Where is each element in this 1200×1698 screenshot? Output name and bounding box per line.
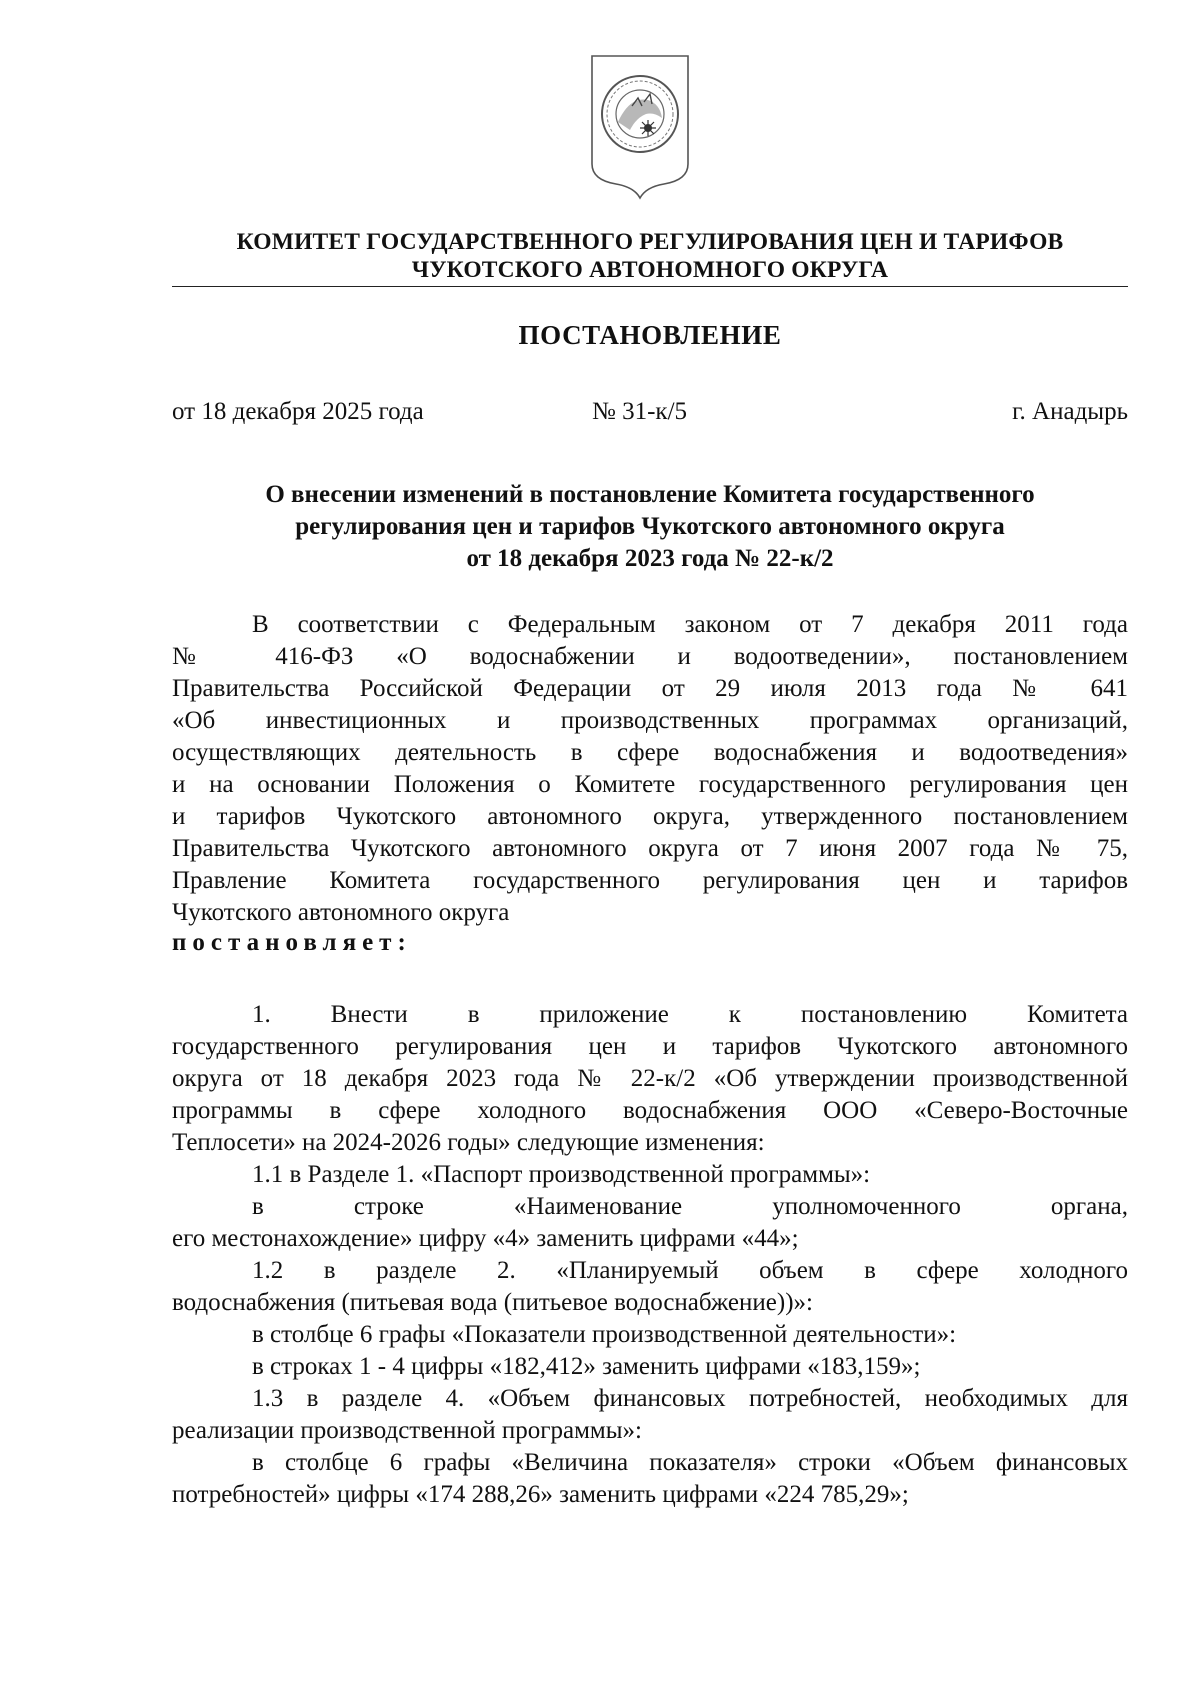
chukotka-coat-of-arms-icon — [588, 52, 692, 200]
committee-name-line-1: КОМИТЕТ ГОСУДАРСТВЕННОГО РЕГУЛИРОВАНИЯ ЦЕН И ТАРИФОВ — [236, 229, 1064, 255]
preamble-line: «Об инвестиционных и производственных программах организаций, — [172, 707, 1128, 734]
preamble-line: осуществляющих деятельность в сфере водоснабжения и водоотведения» — [172, 739, 1128, 766]
preamble-line: Правительства Чукотского автономного округа от 7 июня 2007 года № 75, — [172, 835, 1128, 862]
body-line: в столбце 6 графы «Показатели производственной деятельности»: — [252, 1321, 957, 1348]
document-number: № 31-к/5 — [592, 398, 688, 425]
preamble-line: Правление Комитета государственного регулирования цен и тарифов — [172, 867, 1128, 894]
body-line: Теплосети» на 2024-2026 годы» следующие изменения: — [172, 1129, 765, 1156]
body-line: в строке «Наименование уполномоченного органа, — [252, 1193, 1128, 1220]
resolves-word: постановляет: — [172, 929, 412, 956]
preamble-line: В соответствии с Федеральным законом от 7 декабря 2011 года — [252, 611, 1128, 638]
document-city: г. Анадырь — [1012, 398, 1128, 425]
body-line: его местонахождение» цифру «4» заменить цифрами «44»; — [172, 1225, 799, 1252]
preamble-line: Чукотского автономного округа — [172, 899, 510, 926]
subject-line: О внесении изменений в постановление Комитета государственного — [265, 481, 1035, 508]
body-line: 1.3 в разделе 4. «Объем финансовых потребностей, необходимых для — [252, 1385, 1128, 1412]
body-line: государственного регулирования цен и тарифов Чукотского автономного — [172, 1033, 1128, 1060]
body-line: в строках 1 - 4 цифры «182,412» заменить цифрами «183,159»; — [252, 1353, 921, 1380]
body-line: потребностей» цифры «174 288,26» заменить цифрами «224 785,29»; — [172, 1481, 909, 1508]
preamble-line: № 416-ФЗ «О водоснабжении и водоотведении», постановлением — [172, 643, 1128, 670]
document-date: от 18 декабря 2025 года — [172, 398, 424, 425]
body-line: программы в сфере холодного водоснабжения ООО «Северо-Восточные — [172, 1097, 1128, 1124]
body-line: 1.2 в разделе 2. «Планируемый объем в сфере холодного — [252, 1257, 1128, 1284]
body-line: 1. Внести в приложение к постановлению Комитета — [252, 1001, 1128, 1028]
committee-name-line-2: ЧУКОТСКОГО АВТОНОМНОГО ОКРУГА — [411, 257, 889, 283]
body-line: реализации производственной программы»: — [172, 1417, 642, 1444]
body-line: водоснабжения (питьевая вода (питьевое водоснабжение))»: — [172, 1289, 813, 1316]
header-divider — [172, 286, 1128, 287]
subject-line: от 18 декабря 2023 года № 22-к/2 — [466, 545, 834, 572]
preamble-line: Правительства Российской Федерации от 29 июля 2013 года № 641 — [172, 675, 1128, 702]
body-line: округа от 18 декабря 2023 года № 22-к/2 «Об утверждении производственной — [172, 1065, 1128, 1092]
preamble-line: и на основании Положения о Комитете государственного регулирования цен — [172, 771, 1128, 798]
body-line: 1.1 в Разделе 1. «Паспорт производственной программы»: — [252, 1161, 871, 1188]
preamble-line: и тарифов Чукотского автономного округа, утвержденного постановлением — [172, 803, 1128, 830]
body-line: в столбце 6 графы «Величина показателя» строки «Объем финансовых — [252, 1449, 1128, 1476]
subject-line: регулирования цен и тарифов Чукотского автономного округа — [295, 513, 1005, 540]
document-type-title: ПОСТАНОВЛЕНИЕ — [518, 320, 782, 350]
